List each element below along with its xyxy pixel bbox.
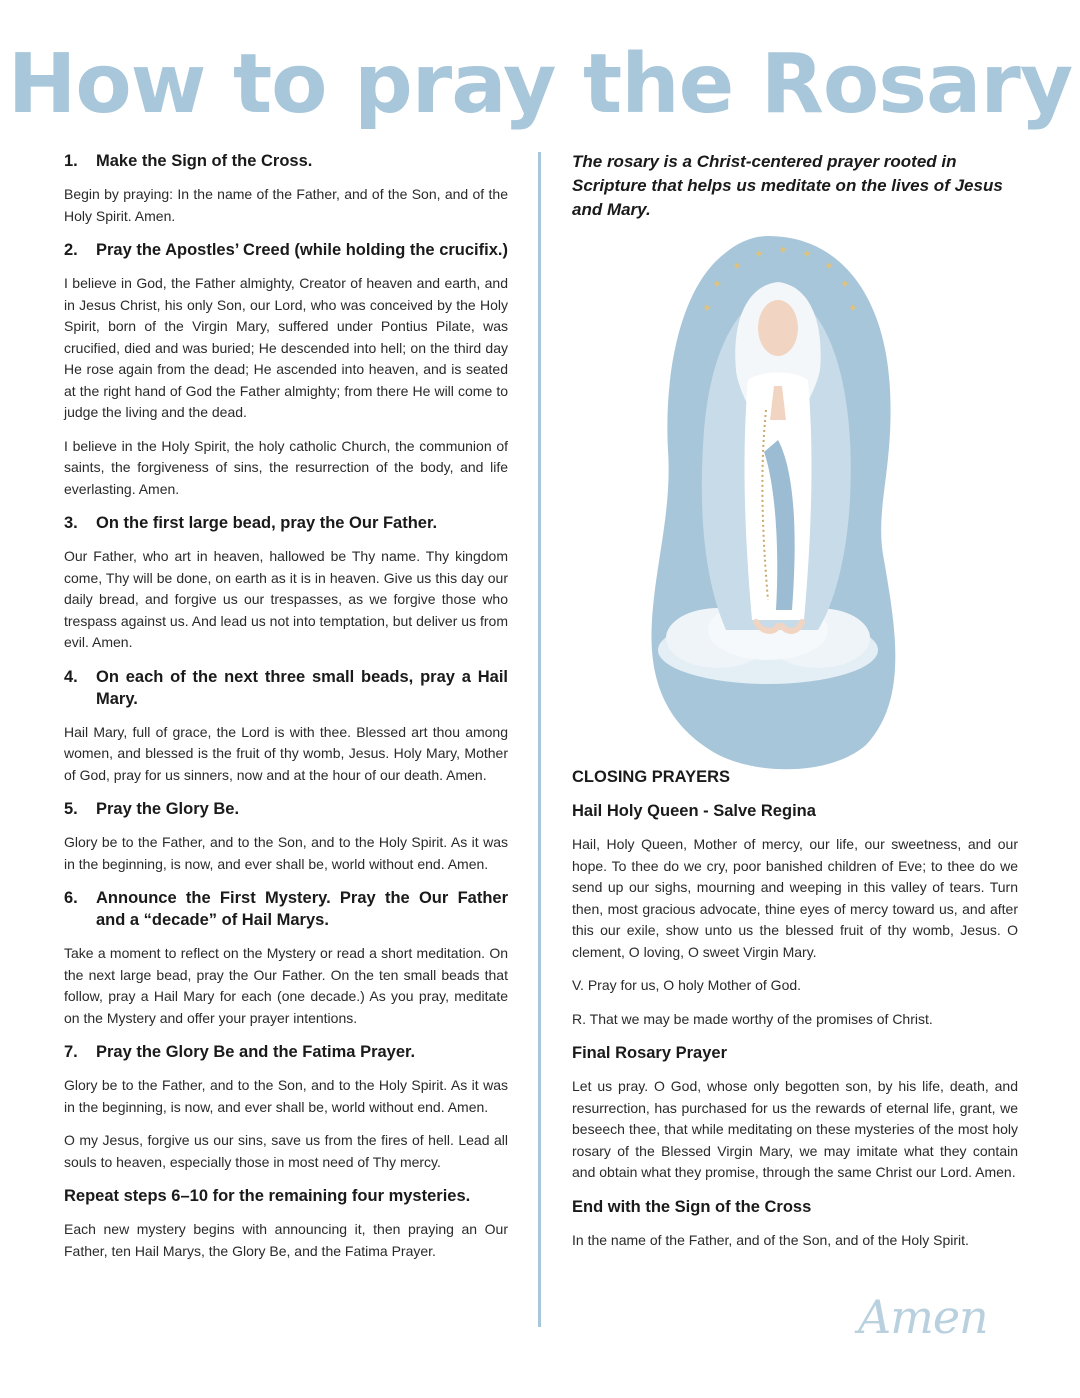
step-2-heading: 2. Pray the Apostles’ Creed (while holding the crucifix.) — [64, 241, 508, 259]
salve-regina-heading: Hail Holy Queen - Salve Regina — [572, 802, 816, 820]
intro-text: The rosary is a Christ-centered prayer rooted in Scripture that helps us meditate on the lives of Jesus and Mary. — [572, 152, 1003, 219]
salve-regina-text: Hail, Holy Queen, Mother of mercy, our life, our sweetness, and our hope. To thee do we cry, poor banished children of Eve; to thee do we send up our sighs, mourning and weeping in this valley of tears. Turn then, most gracious advocate, thine eyes of mercy toward us, and after this our exile, show unto us the blessed fruit of thy womb, Jesus. O clement, O loving, O sweet Virgin Mary. — [572, 836, 1018, 960]
closing-heading: CLOSING PRAYERS — [572, 768, 731, 786]
final-prayer-text: Let us pray. O God, whose only begotten son, by his life, death, and resurrection, has purchased for us the rewards of eternal life, grant, we beseech thee, that while meditating on these mysteries of the most holy rosary of the Blessed Virgin Mary, we may imitate what they contain and obtain what they promise, through the same Christ our Lord. Amen. — [572, 1078, 1018, 1180]
apostles-creed-part-2: I believe in the Holy Spirit, the holy catholic Church, the communion of saints, the forgiveness of sins, the resurrection of the body, and life everlasting. Amen. — [64, 437, 508, 497]
end-text: In the name of the Father, and of the Son, and of the Holy Spirit. — [572, 1231, 969, 1248]
step-7-heading: 7. Pray the Glory Be and the Fatima Prayer. — [64, 1043, 416, 1061]
step-5-heading: 5. Pray the Glory Be. — [64, 800, 240, 818]
page-title: How to pray the Rosary — [7, 37, 1073, 132]
response-text: R. That we may be made worthy of the promises of Christ. — [572, 1010, 933, 1027]
end-heading: End with the Sign of the Cross — [572, 1197, 812, 1216]
right-column — [572, 150, 1018, 222]
svg-text:✦: ✦ — [712, 277, 723, 291]
left-column — [64, 150, 508, 1274]
hail-mary-text: Hail Mary, full of grace, the Lord is with thee. Blessed art thou among women, and blessed is the fruit of thy womb, Jesus. Holy Mary, Mother of God, pray for us sinners, now and at the hour of our death. Amen. — [64, 723, 508, 783]
our-father-text: Our Father, who art in heaven, hallowed be Thy name. Thy kingdom come, Thy will be done, on earth as it is in heaven. Give us this day our daily bread, and forgive us our trespasses, as we forgive those who trespass against us. And lead us not into temptation, but deliver us from evil. Amen. — [64, 548, 508, 650]
glory-be-text: Glory be to the Father, and to the Son, and to the Holy Spirit. As it was in the beginning, is now, and ever shall be, world without end. Amen. — [64, 834, 508, 872]
svg-text:✦: ✦ — [702, 301, 713, 315]
svg-text:✦: ✦ — [824, 259, 835, 273]
step-1-body: Begin by praying: In the name of the Father, and of the Son, and of the Holy Spirit. Amen. — [64, 186, 508, 224]
svg-text:✦: ✦ — [802, 247, 813, 261]
amen-signature: Amen — [858, 1290, 988, 1344]
step-6-heading: 6. Announce the First Mystery. Pray the Our Father and a “decade” of Hail Marys. — [64, 889, 508, 929]
fatima-prayer-text: O my Jesus, forgive us our sins, save us from the fires of hell. Lead all souls to heaven, especially those in most need of Thy mercy. — [64, 1132, 508, 1170]
glory-be-text-2: Glory be to the Father, and to the Son, and to the Holy Spirit. As it was in the beginning, is now, and ever shall be, world without end. Amen. — [64, 1077, 508, 1115]
column-divider — [538, 152, 541, 1327]
face — [758, 300, 798, 356]
svg-text:✦: ✦ — [778, 243, 789, 257]
apostles-creed-part-1: I believe in God, the Father almighty, Creator of heaven and earth, and in Jesus Christ, his only Son, our Lord, who was conceived by the Holy Spirit, born of the Virgin Mary, suffered under Pontius Pilate, was crucified, died and was buried; He descended into hell; on the third day He rose again from the dead; He ascended into heaven, and is seated at the right hand of God the Father almighty; from there He will come to judge the living and the dead. — [64, 275, 508, 420]
step-4-heading: 4. On each of the next three small beads, pray a Hail Mary. — [64, 667, 508, 708]
svg-text:✦: ✦ — [848, 301, 859, 315]
repeat-heading: Repeat steps 6–10 for the remaining four mysteries. — [64, 1187, 471, 1205]
final-prayer-heading: Final Rosary Prayer — [572, 1044, 727, 1062]
svg-text:✦: ✦ — [754, 247, 765, 261]
repeat-body: Each new mystery begins with announcing it, then praying an Our Father, ten Hail Marys, the Glory Be, and the Fatima Prayer. — [64, 1221, 508, 1259]
mystery-instructions: Take a moment to reflect on the Mystery or read a short meditation. On the next large bead, pray the Our Father. On the ten small beads that follow, pray a Hail Mary for each (one decade.) As you pray, meditate on the Mystery and offer your prayer intentions. — [64, 945, 508, 1026]
closing-prayers-section — [572, 766, 1018, 1263]
virgin-mary-illustration — [628, 230, 908, 770]
step-1-heading: 1. Make the Sign of the Cross. — [64, 152, 313, 170]
step-3-heading: 3. On the first large bead, pray the Our Father. — [64, 514, 438, 532]
svg-text:✦: ✦ — [732, 259, 743, 273]
versicle-text: V. Pray for us, O holy Mother of God. — [572, 977, 802, 993]
svg-text:✦: ✦ — [840, 277, 851, 291]
